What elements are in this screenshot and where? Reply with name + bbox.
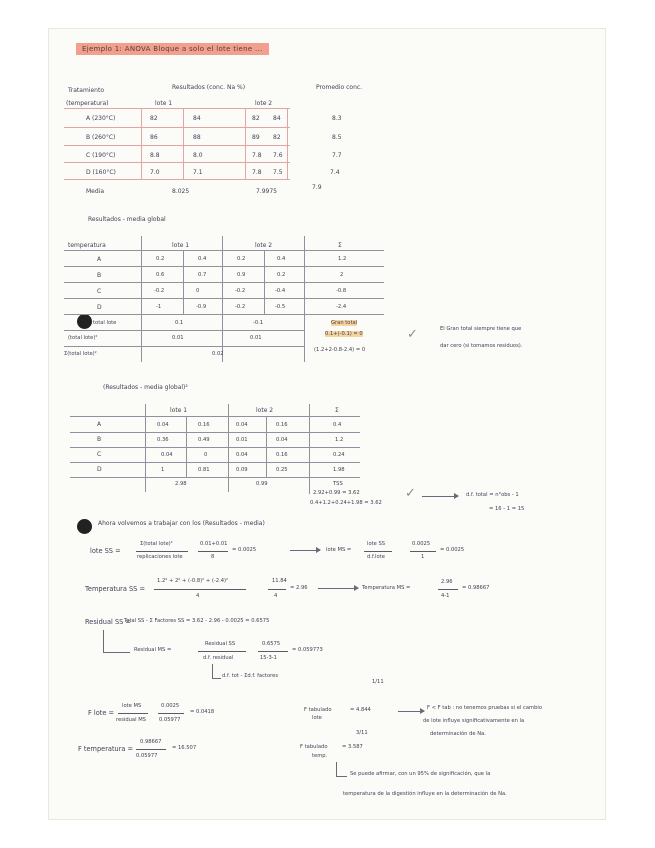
formula-result: Total SS - Σ Factores SS = 3.62 - 2.96 - 0.0025 = 0.6575 xyxy=(124,618,270,624)
table-cell: 0.2 xyxy=(237,256,246,262)
formula-label: temp. xyxy=(312,753,328,759)
checkmark-icon: ✓ xyxy=(407,327,418,342)
table-cell: 0.4+1.2+0.24+1.98 = 3.62 xyxy=(310,500,382,506)
table-header: (temperatura) xyxy=(66,100,109,107)
formula-label: F tabulado xyxy=(300,744,328,750)
table-cell: 0.16 xyxy=(198,422,210,428)
table-header: Σ xyxy=(338,242,342,249)
table-cell: 0.04 xyxy=(236,422,248,428)
table-cell: -0.2 xyxy=(235,304,246,310)
table-cell: 1.2 xyxy=(335,437,344,443)
table-cell: 0.16 xyxy=(276,422,288,428)
table-cell: -0.2 xyxy=(235,288,246,294)
table-cell: D xyxy=(97,304,102,311)
formula-label: lote SS = xyxy=(90,547,121,555)
table-cell: 82 xyxy=(150,115,158,122)
formula-denominator: 0.05977 xyxy=(159,717,181,723)
table-cell: C xyxy=(97,288,102,295)
table-cell: 0.02 xyxy=(212,351,224,357)
table-cell: 0.4 xyxy=(333,422,342,428)
table-cell: 0.81 xyxy=(198,467,210,473)
formula-label: Temperatura MS = xyxy=(362,585,411,591)
formula-label: Temperatura SS = xyxy=(85,585,145,593)
table-cell: -1 xyxy=(156,304,162,310)
formula-label: F tabulado xyxy=(304,707,332,713)
table-cell: 7.6 xyxy=(273,152,283,159)
table-cell: -0.4 xyxy=(275,288,286,294)
table-header: Tratamiento xyxy=(68,87,104,94)
table-cell: 7.5 xyxy=(273,169,283,176)
note-text: de lote influye significativamente en la xyxy=(423,718,525,724)
note-text: determinación de Na. xyxy=(430,731,486,737)
section-heading: Ahora volvemos a trabajar con los (Resultados - media) xyxy=(98,520,265,527)
table-cell: 0.09 xyxy=(236,467,248,473)
table-cell: 0.4 xyxy=(198,256,207,262)
table-cell: 84 xyxy=(193,115,201,122)
table-cell: C xyxy=(97,451,102,458)
table-header: Resultados (conc. Na %) xyxy=(172,84,246,91)
table-cell: 0.04 xyxy=(276,437,288,443)
formula-result: = 0.059773 xyxy=(292,647,323,653)
table-cell: -0.8 xyxy=(336,288,347,294)
table-cell: Σ(total lote)² xyxy=(64,351,97,357)
table-cell: 2.98 xyxy=(175,481,187,487)
table-cell: 7.8 xyxy=(252,152,262,159)
table-cell: D (160°C) xyxy=(86,169,116,176)
binder-hole-top xyxy=(77,314,92,329)
table-cell: 82 xyxy=(252,115,260,122)
table-cell: 0.9 xyxy=(237,272,246,278)
note-text: = 16 - 1 = 15 xyxy=(489,506,525,512)
table-cell: B xyxy=(97,436,102,443)
formula-numerator: lote SS xyxy=(367,541,386,547)
table-cell: 0.2 xyxy=(277,272,286,278)
formula-result: = 0.0025 xyxy=(440,547,465,553)
formula-denominator: 4 xyxy=(274,593,278,599)
formula-result: = 0.0025 xyxy=(232,547,257,553)
table-cell: 0.99 xyxy=(256,481,268,487)
binder-hole-bottom xyxy=(77,519,92,534)
table-header: temperatura xyxy=(68,242,106,249)
formula-numerator: 0.6575 xyxy=(262,641,281,647)
formula-denominator: replicaciones lote xyxy=(137,554,183,560)
table-cell: 0.36 xyxy=(157,437,169,443)
table-cell: 7.8 xyxy=(252,169,262,176)
table-cell: -0.1 xyxy=(253,320,264,326)
table-cell: 7.9975 xyxy=(256,188,277,195)
table-cell: 0 xyxy=(204,452,208,458)
formula-denominator: d.f. residual xyxy=(203,655,234,661)
section-heading: (Resultados - media global)² xyxy=(103,384,188,391)
formula-result: = 4.844 xyxy=(350,707,371,713)
table-cell: Media xyxy=(86,188,105,195)
table-header: lote 1 xyxy=(172,242,190,249)
table-cell: (total lote)² xyxy=(68,335,98,341)
table-cell: 0.04 xyxy=(157,422,169,428)
note-text: F < F tab : no tenemos pruebas si el cambio xyxy=(427,705,543,711)
formula-numerator: 0.01+0.01 xyxy=(200,541,228,547)
table-cell: 8.0 xyxy=(193,152,203,159)
table-cell: 0.4 xyxy=(277,256,286,262)
formula-result: = 16.507 xyxy=(172,745,197,751)
table-cell: 0.04 xyxy=(236,452,248,458)
table-cell: A xyxy=(97,256,102,263)
formula-numerator: 2.96 xyxy=(441,579,453,585)
formula-denominator: 15-3-1 xyxy=(260,655,277,661)
note-text: 3/11 xyxy=(356,730,368,736)
table-cell: 8.8 xyxy=(150,152,160,159)
table-cell: 88 xyxy=(193,134,201,141)
table-header: Promedio conc. xyxy=(316,84,363,91)
table-cell: 0.1+(-0.1) = 0 xyxy=(325,331,363,337)
table-cell: 86 xyxy=(150,134,158,141)
formula-label: lote MS = xyxy=(326,547,352,553)
table-cell: 0.1 xyxy=(175,320,184,326)
table-header: lote 2 xyxy=(255,100,273,107)
table-cell: 7.4 xyxy=(330,169,340,176)
table-header: lote 2 xyxy=(255,242,273,249)
table-cell: 0 xyxy=(196,288,200,294)
table-cell: -0.5 xyxy=(275,304,286,310)
formula-numerator: Σ(total lote)² xyxy=(140,541,173,547)
table-cell: TSS xyxy=(333,481,343,487)
formula-denominator: 8 xyxy=(211,554,215,560)
note-text: temperatura de la digestión influye en la determinación de Na. xyxy=(343,791,507,797)
formula-label: Residual SS = xyxy=(85,618,131,626)
table-cell: -0.9 xyxy=(196,304,207,310)
table-cell: 8.5 xyxy=(332,134,342,141)
formula-denominator: 0.05977 xyxy=(136,753,158,759)
formula-denominator: d.f.lote xyxy=(367,554,385,560)
formula-result: = 2.96 xyxy=(290,585,308,591)
table-cell: 0.6 xyxy=(156,272,165,278)
table-cell: 82 xyxy=(273,134,281,141)
table-cell: 84 xyxy=(273,115,281,122)
table-cell: 0.01 xyxy=(250,335,262,341)
note-text: d.f. total = n°obs - 1 xyxy=(466,492,519,498)
table-cell: 1.98 xyxy=(333,467,345,473)
formula-result: = 0.0418 xyxy=(190,709,215,715)
table-cell: 7.7 xyxy=(332,152,342,159)
formula-numerator: 1.2² + 2² + (-0.8)² + (-2.4)² xyxy=(157,578,229,584)
table-cell: (1.2+2-0.8-2.4) = 0 xyxy=(314,347,366,353)
table-cell: 0.04 xyxy=(161,452,173,458)
note-text: 1/11 xyxy=(372,679,384,685)
formula-numerator: 11.84 xyxy=(272,578,287,584)
formula-numerator: Residual SS xyxy=(205,641,236,647)
table-cell: 8.3 xyxy=(332,115,342,122)
table-cell: 1.2 xyxy=(338,256,347,262)
formula-numerator: 0.98667 xyxy=(140,739,162,745)
formula-numerator: 0.0025 xyxy=(161,703,180,709)
note-text: El Gran total siempre tiene que xyxy=(440,326,522,332)
arrow-icon xyxy=(422,496,458,497)
table-cell: 8.025 xyxy=(172,188,190,195)
table-cell: 0.25 xyxy=(276,467,288,473)
note-text: d.f. tot - Σd.f. factores xyxy=(222,673,279,679)
formula-denominator: residual MS xyxy=(116,717,146,723)
table-cell: 0.16 xyxy=(276,452,288,458)
table-cell: 0.01 xyxy=(172,335,184,341)
formula-label: lote xyxy=(312,715,322,721)
checkmark-icon: ✓ xyxy=(405,486,416,501)
formula-result: = 3.587 xyxy=(342,744,363,750)
formula-result: = 0.98667 xyxy=(462,585,490,591)
table-cell: 0.24 xyxy=(333,452,345,458)
table-header: lote 1 xyxy=(170,407,188,414)
table-cell: D xyxy=(97,466,102,473)
section-heading: Resultados - media global xyxy=(88,216,166,223)
formula-label: Residual MS = xyxy=(134,647,172,653)
table-cell: 0.01 xyxy=(236,437,248,443)
table-cell: 7.9 xyxy=(312,184,322,191)
note-text: dar cero (si tomamos residuos). xyxy=(440,343,523,349)
table-cell: total lote xyxy=(93,320,117,326)
formula-label: F lote = xyxy=(88,709,115,717)
table-header: lote 2 xyxy=(256,407,274,414)
table-cell: 2 xyxy=(340,272,344,278)
note-text: Se puede afirmar, con un 95% de significación, que la xyxy=(350,771,491,777)
table-cell: 89 xyxy=(252,134,260,141)
table-cell: 0.7 xyxy=(198,272,207,278)
formula-denominator: 1 xyxy=(421,554,425,560)
formula-denominator: 4 xyxy=(196,593,200,599)
table-cell: 1 xyxy=(161,467,165,473)
table-cell: 7.1 xyxy=(193,169,203,176)
formula-denominator: 4-1 xyxy=(441,593,450,599)
table-cell: 7.0 xyxy=(150,169,160,176)
formula-numerator: 0.0025 xyxy=(412,541,431,547)
table-cell: A xyxy=(97,421,102,428)
formula-numerator: lote MS xyxy=(122,703,142,709)
table-header: lote 1 xyxy=(155,100,173,107)
table-cell: 0.2 xyxy=(156,256,165,262)
table-cell: Gran total xyxy=(331,320,358,326)
table-cell: A (230°C) xyxy=(86,115,116,122)
table-cell: B xyxy=(97,272,102,279)
notebook-page xyxy=(48,28,606,820)
table-cell: 0.49 xyxy=(198,437,210,443)
table-cell: B (260°C) xyxy=(86,134,116,141)
table-cell: 2.92+0.99 = 3.62 xyxy=(313,490,360,496)
formula-label: F temperatura = xyxy=(78,745,134,753)
table-cell: -2.4 xyxy=(336,304,347,310)
table-cell: C (190°C) xyxy=(86,152,116,159)
table-header: Σ xyxy=(335,407,339,414)
page-title: Ejemplo 1: ANOVA Bloque a solo el lote tiene ... xyxy=(76,43,269,55)
table-cell: -0.2 xyxy=(154,288,165,294)
